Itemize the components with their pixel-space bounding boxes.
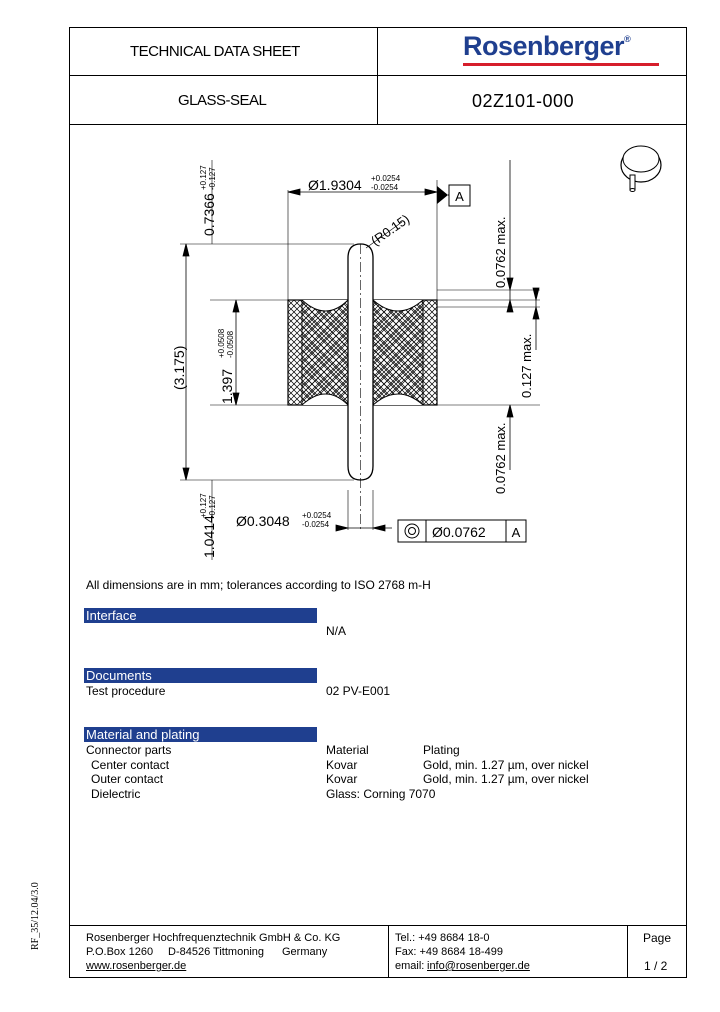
overall-length-label: (3.175) [171, 345, 187, 390]
section-material-heading: Material and plating [84, 727, 317, 742]
pin-diameter-label: Ø0.3048 [236, 513, 290, 529]
dimensions-note: All dimensions are in mm; tolerances according to ISO 2768 m-H [86, 578, 431, 592]
footer-divider-2 [627, 925, 628, 978]
interface-value: N/A [326, 624, 347, 638]
material-row-plating: Gold, min. 1.27 µm, over nickel [423, 772, 589, 786]
body-length-label: 1.397 [219, 368, 235, 404]
section-interface-heading: Interface [84, 608, 317, 623]
middle-max-note: 0.127 max. [519, 333, 534, 398]
outer-diameter-label: Ø1.9304 [308, 177, 362, 193]
material-row-part: Outer contact [91, 772, 164, 786]
brand-logo: Rosenberger® [463, 31, 631, 61]
footer-pobox: P.O.Box 1260 [86, 946, 154, 958]
footer-divider [69, 925, 687, 926]
outer-diameter-tol-minus: -0.0254 [371, 183, 399, 192]
top-flange-tol-minus: -0.127 [208, 167, 217, 190]
body-tol-minus: -0.0508 [226, 330, 235, 358]
footer-email-label: email: [395, 960, 425, 972]
concentricity-datum: A [511, 525, 521, 540]
top-flange-label: 0.7366 [201, 193, 217, 236]
material-row-part: Center contact [91, 758, 170, 772]
pin-diameter-tol-minus: -0.0254 [302, 520, 330, 529]
material-row-material: Kovar [326, 758, 358, 772]
material-col-material: Material [326, 743, 369, 757]
footer-email-link[interactable]: info@rosenberger.de [427, 960, 530, 972]
pin-diameter-tol-plus: +0.0254 [302, 511, 332, 520]
footer-company: Rosenberger Hochfrequenztechnik GmbH & Co. KG [86, 932, 341, 944]
product-name: GLASS-SEAL [178, 92, 267, 109]
footer-city: D-84526 Tittmoning [168, 946, 264, 958]
material-row-plating: Gold, min. 1.27 µm, over nickel [423, 758, 589, 772]
top-flange-tol-plus: +0.127 [199, 165, 208, 190]
page-number: 1 / 2 [644, 959, 668, 973]
section-documents-heading: Documents [84, 668, 317, 683]
document-title: TECHNICAL DATA SHEET [130, 43, 300, 60]
footer-tel: Tel.: +49 8684 18-0 [395, 932, 490, 944]
bottom-max-note: 0.0762 max. [493, 422, 508, 494]
material-row-part: Dielectric [91, 787, 141, 801]
material-row-material: Kovar [326, 772, 358, 786]
footer-website-link[interactable]: www.rosenberger.de [86, 960, 187, 972]
bottom-tol-plus: +0.127 [199, 493, 208, 518]
top-max-note: 0.0762 max. [493, 216, 508, 288]
radius-label: (R0.15) [368, 211, 413, 249]
material-col-parts: Connector parts [86, 743, 172, 757]
outer-diameter-tol-plus: +0.0254 [371, 174, 401, 183]
concentricity-value: Ø0.0762 [432, 524, 486, 540]
concentricity-frame [398, 520, 526, 542]
documents-label: Test procedure [86, 684, 166, 698]
datum-label: A [455, 189, 464, 204]
product-thumbnail-icon [621, 146, 661, 192]
page-label: Page [643, 931, 672, 945]
bottom-tol-minus: -0.127 [208, 495, 217, 518]
material-col-plating: Plating [423, 743, 460, 757]
body-tol-plus: +0.0508 [217, 328, 226, 358]
footer-divider-1 [388, 925, 389, 978]
footer-country: Germany [282, 946, 328, 958]
bottom-length-label: 1.0414 [201, 515, 217, 558]
documents-value: 02 PV-E001 [326, 684, 391, 698]
footer-fax: Fax: +49 8684 18-499 [395, 946, 503, 958]
part-number: 02Z101-000 [472, 91, 575, 111]
material-row-material: Glass: Corning 7070 [326, 787, 436, 801]
document-side-code: RF_35/12.04/3.0 [30, 882, 41, 950]
